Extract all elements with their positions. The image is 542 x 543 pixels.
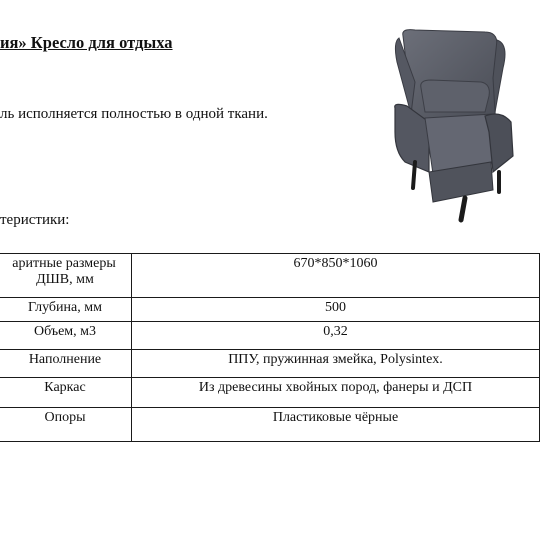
- spec-value-cell: ППУ, пружинная змейка, Polysintex.: [131, 350, 539, 378]
- table-row: [0, 350, 540, 378]
- table-row: [0, 408, 540, 442]
- spec-value-cell: Из древесины хвойных пород, фанеры и ДСП: [131, 378, 539, 408]
- spec-value-cell: 0,32: [131, 322, 539, 350]
- spec-label-cell: Наполнение: [0, 350, 131, 378]
- spec-label-cell: Объем, м3: [0, 322, 131, 350]
- table-row: [0, 298, 540, 322]
- spec-label-cell: Глубина, мм: [0, 298, 131, 322]
- spec-label-cell: Опоры: [0, 408, 131, 442]
- spec-label-line2: ДШВ, мм: [36, 272, 94, 287]
- specifications-table: [0, 253, 540, 442]
- spec-label-cell: Каркас: [0, 378, 131, 408]
- table-row: [0, 322, 540, 350]
- characteristics-heading: теристики:: [0, 212, 70, 228]
- table-row: [0, 254, 540, 298]
- spec-value-cell: 500: [131, 298, 539, 322]
- spec-label-cell: [0, 254, 131, 298]
- document-title: ия» Кресло для отдыха: [0, 33, 173, 52]
- spec-value-cell: Пластиковые чёрные: [131, 408, 539, 442]
- spec-label-line1: аритные размеры: [12, 256, 116, 271]
- table-row: [0, 378, 540, 408]
- armchair-photo: [385, 22, 515, 224]
- spec-value-cell: 670*850*1060: [131, 254, 539, 298]
- fabric-note: ль исполняется полностью в одной ткани.: [0, 106, 268, 122]
